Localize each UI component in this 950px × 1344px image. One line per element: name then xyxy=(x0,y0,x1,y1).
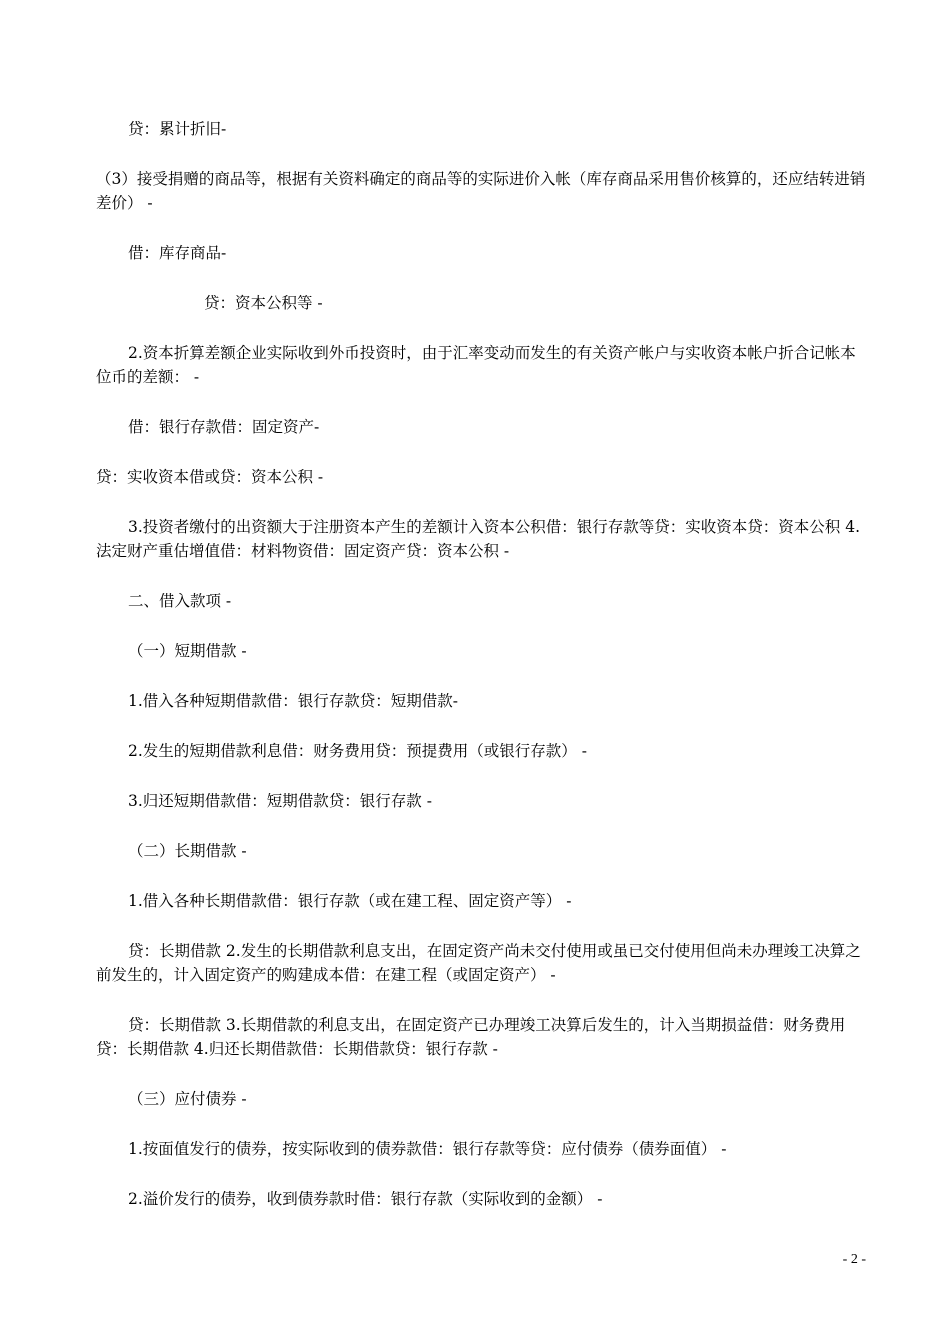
page-number: - 2 - xyxy=(842,1252,866,1267)
paragraph: 2.发生的短期借款利息借：财务费用贷：预提费用（或银行存款） - xyxy=(128,742,587,760)
paragraph: 3.归还短期借款借：短期借款贷：银行存款 - xyxy=(128,792,432,810)
paragraph: 2.资本折算差额企业实际收到外币投资时，由于汇率变动而发生的有关资产帐户与实收资本帐户折合记帐本位币的差额： - xyxy=(96,344,856,386)
paragraph: 1.按面值发行的债券，按实际收到的债券款借：银行存款等贷：应付债券（债券面值） - xyxy=(128,1140,727,1158)
paragraph: 借：银行存款借：固定资产- xyxy=(128,418,320,436)
paragraph: （3）接受捐赠的商品等，根据有关资料确定的商品等的实际进价入帐（库存商品采用售价核算的，还应结转进销差价） - xyxy=(96,170,866,212)
paragraph: 2.溢价发行的债券，收到债券款时借：银行存款（实际收到的金额） - xyxy=(128,1190,603,1208)
paragraph: 3.投资者缴付的出资额大于注册资本产生的差额计入资本公积借：银行存款等贷：实收资本贷：资本公积 4.法定财产重估增值借：材料物资借：固定资产贷：资本公积 - xyxy=(96,518,861,560)
paragraph: （一）短期借款 - xyxy=(128,642,247,660)
paragraph: 1.借入各种短期借款借：银行存款贷：短期借款- xyxy=(128,692,459,710)
paragraph: 二、借入款项 - xyxy=(128,592,232,610)
paragraph: 贷：长期借款 2.发生的长期借款利息支出，在固定资产尚未交付使用或虽已交付使用但尚未办理竣工决算之前发生的，计入固定资产的购建成本借：在建工程（或固定资产） - xyxy=(96,942,861,984)
paragraph: 贷：长期借款 3.长期借款的利息支出，在固定资产已办理竣工决算后发生的，计入当期损益借：财务费用贷：长期借款 4.归还长期借款借：长期借款贷：银行存款 - xyxy=(96,1016,846,1058)
paragraph: 贷：累计折旧- xyxy=(128,120,227,138)
paragraph: 借：库存商品- xyxy=(128,244,227,262)
paragraph: 贷：资本公积等 - xyxy=(204,294,323,312)
paragraph: 1.借入各种长期借款借：银行存款（或在建工程、固定资产等） - xyxy=(128,892,572,910)
paragraph: （二）长期借款 - xyxy=(128,842,247,860)
paragraph: 贷：实收资本借或贷：资本公积 - xyxy=(96,468,324,486)
paragraph: （三）应付债券 - xyxy=(128,1090,247,1108)
